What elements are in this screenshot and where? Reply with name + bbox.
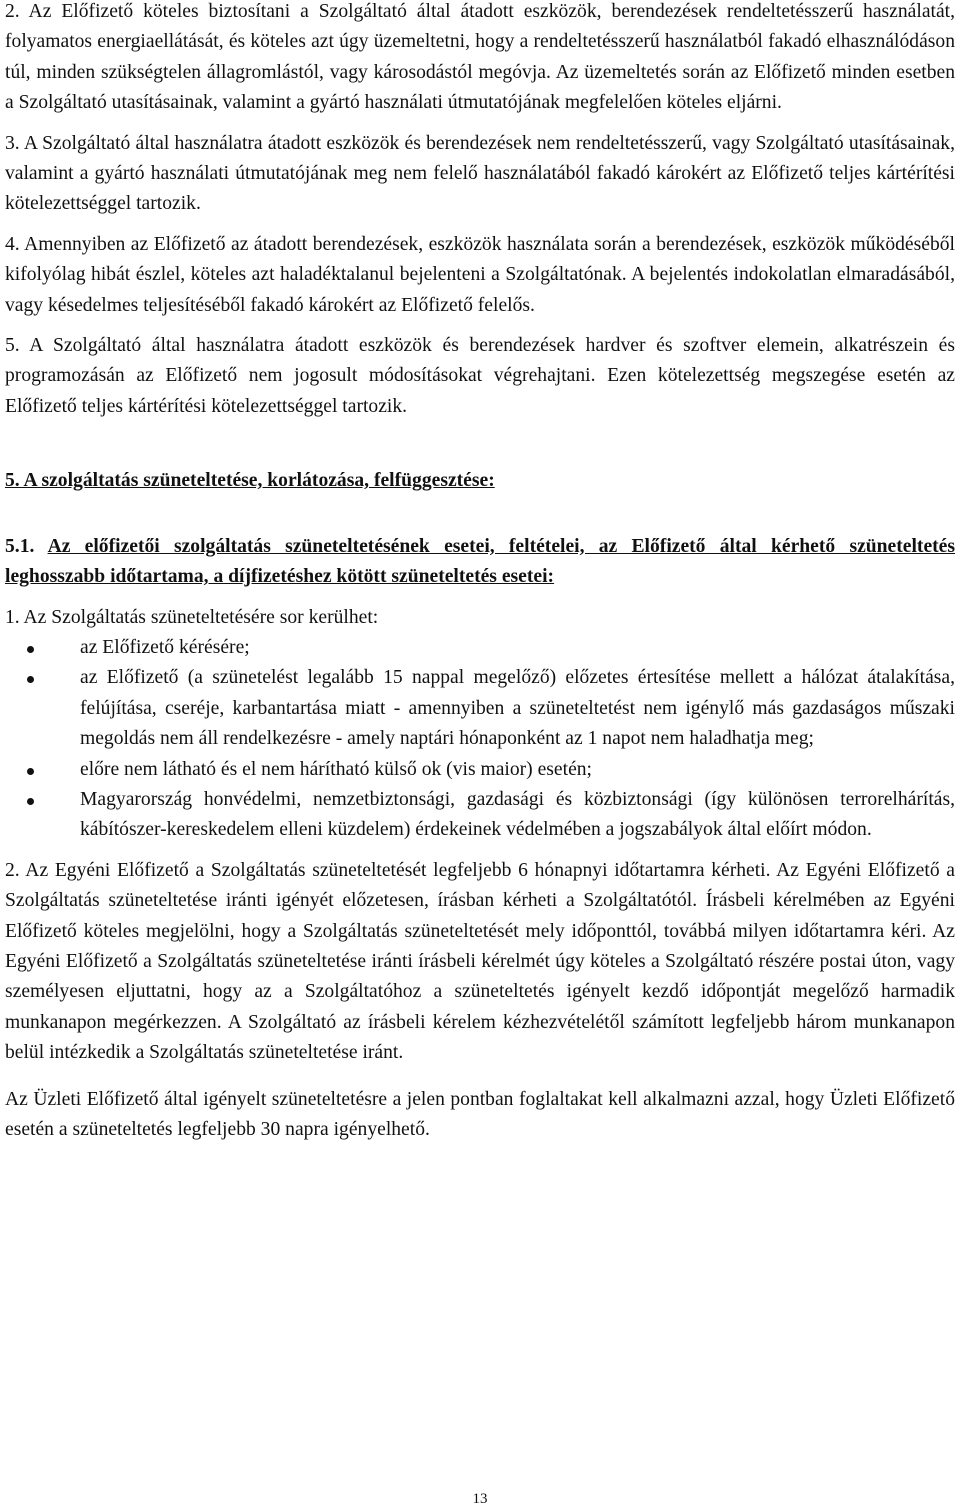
- bullet-icon: [27, 646, 34, 653]
- paragraph-2: 2. Az Előfizető köteles biztosítani a Szolgáltató által átadott eszközök, berendezések rendeltetésszerű használatát, folyamatos energiaellátását, és köteles azt úgy üzemeltetni, hogy a rendeltetésszerű használatból fakadó elhasználódáson túl, minden szükségtelen állagromlástól, vagy károsodástól megóvja. Az üzemeltetés során az Előfizető minden esetben a Szolgáltató utasításainak, valamint a gyártó használati útmutatójának megfelelően köteles eljárni.: [5, 1, 955, 114]
- paragraph-3: 3. A Szolgáltató által használatra átadott eszközök és berendezések nem rendeltetésszerű, vagy Szolgáltató utasításainak, valamint a gyártó használati útmutatójának meg nem felelő használatából fakadó károkért az Előfizető teljes kártérítési kötelezettséggel tartozik.: [5, 132, 955, 215]
- bullet-icon: [27, 798, 34, 805]
- paragraph-5: 5. A Szolgáltató által használatra átadott eszközök és berendezések hardver és szoftver elemein, alkatrészein és programozásán az Előfizető nem jogosult módosításokat végrehajtani. Ezen kötelezettség megszegése esetén az Előfizető teljes kártérítési kötelezettséggel tartozik.: [5, 335, 955, 417]
- section-5-1-number: 5.1.: [5, 535, 35, 557]
- bullet-icon: [27, 768, 34, 775]
- document-page: [5, 0, 955, 1509]
- paragraph-business: Az Üzleti Előfizető által igényelt szüneteltetésre a jelen pontban foglaltakat kell alkalmazni azzal, hogy Üzleti Előfizető esetén a szüneteltetés legfeljebb 30 napra igényelhető.: [5, 1088, 955, 1140]
- list-item: előre nem látható és el nem hárítható külső ok (vis maior) esetén;: [5, 755, 955, 785]
- list-item: az Előfizető (a szünetelést legalább 15 nappal megelőző) előzetes értesítése mellett a hálózat átalakítása, felújítása, cseréje, karbantartása miatt - amennyiben a szüneteltetést nem igénylő más gazdaságos műszaki megoldás nem áll rendelkezésre - amely naptári hónaponként az 1 napot nem haladhatja meg;: [5, 663, 955, 754]
- section-5-1-heading: [5, 532, 955, 593]
- bullet-list: [5, 633, 955, 846]
- list-item: az Előfizető kérésére;: [5, 633, 955, 663]
- bullet-icon: [27, 676, 34, 683]
- list-intro: 1. Az Szolgáltatás szüneteltetésére sor kerülhet:: [5, 606, 379, 628]
- paragraph-sub-2: 2. Az Egyéni Előfizető a Szolgáltatás szüneteltetését legfeljebb 6 hónapnyi időtartamra kérheti. Az Egyéni Előfizető a Szolgáltatás szüneteltetése iránti igényét előzetesen, írásban kérheti a Szolgáltatótól. Írásbeli kérelmében az Egyéni Előfizető köteles megjelölni, hogy a Szolgáltatás szüneteltetését mely időponttól, továbbá milyen időtartamra kéri. Az Egyéni Előfizető a Szolgáltatás szüneteltetése iránti írásbeli kérelmét úgy köteles a Szolgáltató részére postai úton, vagy személyesen eljuttatni, hogy az a Szolgáltatóhoz a szüneteltetés igényelt kezdő időpontját megelőző harmadik munkanapon megérkezzen. A Szolgáltató az írásbeli kérelem kézhezvételétől számított legfeljebb három munkanapon belül intézkedik a Szolgáltatás szüneteltetése iránt.: [5, 859, 955, 1064]
- section-5-heading: 5. A szolgáltatás szüneteltetése, korlátozása, felfüggesztése:: [5, 470, 495, 492]
- paragraph-4: 4. Amennyiben az Előfizető az átadott berendezések, eszközök használata során a berendezések, eszközök működéséből kifolyólag hibát észlel, köteles azt haladéktalanul bejelenteni a Szolgáltatónak. A bejelentés indokolatlan elmaradásából, vagy késedelmes teljesítéséből fakadó károkért az Előfizető felelős.: [5, 233, 955, 316]
- list-item: Magyarország honvédelmi, nemzetbiztonsági, gazdasági és közbiztonsági (így különösen terrorelhárítás, kábítószer-kereskedelem elleni küzdelem) érdekeinek védelmében a jogszabályok által előírt módon.: [5, 785, 955, 846]
- page-number: 13: [472, 1491, 488, 1507]
- section-5-1-title: Az előfizetői szolgáltatás szüneteltetésének esetei, feltételei, az Előfizető által kérhető szüneteltetés leghosszabb időtartama, a díjfizetéshez kötött szüneteltetés esetei:: [5, 535, 955, 588]
